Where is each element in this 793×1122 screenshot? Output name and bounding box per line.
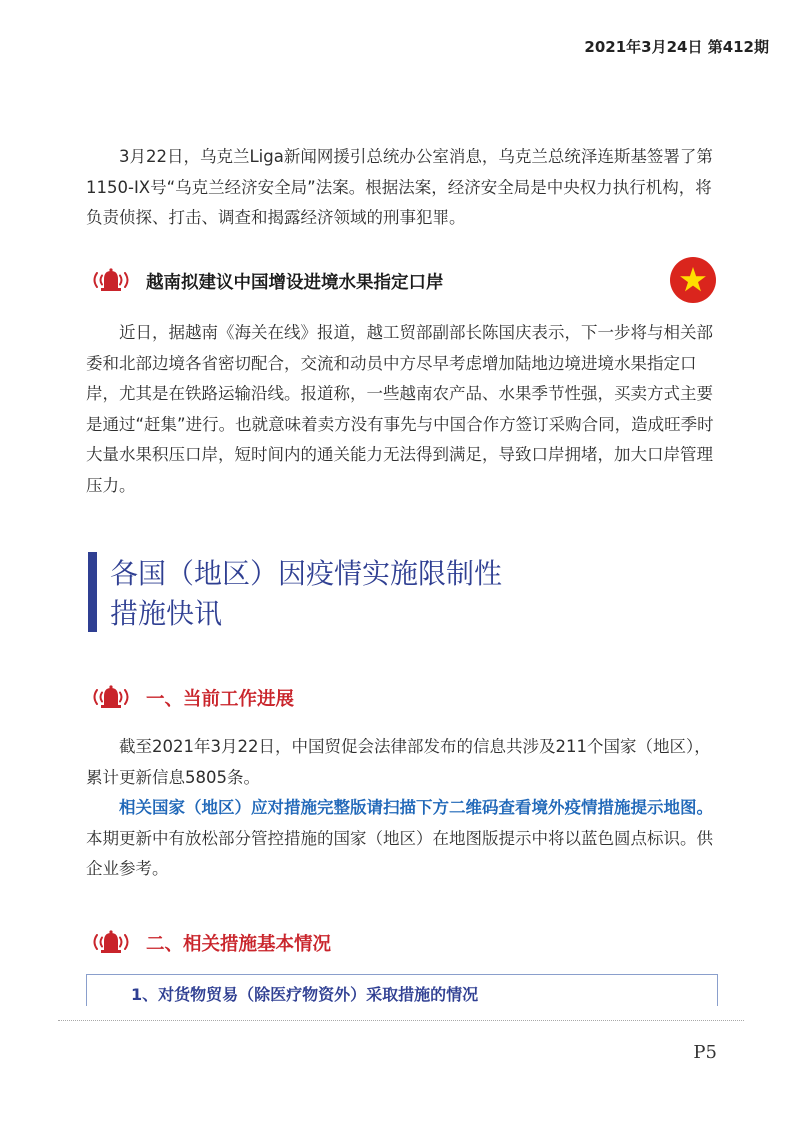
qr-map-highlight: 相关国家（地区）应对措施完整版请扫描下方二维码查看境外疫情措施提示地图。 xyxy=(119,798,713,817)
alarm-bell-icon xyxy=(88,929,134,955)
progress-note-paragraph xyxy=(86,793,716,885)
footer-divider xyxy=(58,1020,744,1021)
section-title-line2: 措施快讯 xyxy=(110,597,223,630)
progress-heading: 一、当前工作进展 xyxy=(146,689,295,710)
section-title-line1: 各国（地区）因疫情实施限制性 xyxy=(110,557,503,590)
progress-paragraph: 截至2021年3月22日，中国贸促会法律部发布的信息共涉及211个国家（地区），累计更新信息5805条。 xyxy=(86,737,711,787)
section-title xyxy=(110,554,502,634)
alarm-bell-icon xyxy=(88,684,134,710)
ukraine-paragraph: 3月22日，乌克兰Liga新闻网援引总统办公室消息，乌克兰总统泽连斯基签署了第1150-IX号“乌克兰经济安全局”法案。根据法案，经济安全局是中央权力执行机构，将负责侦探、打击、调查和揭露经济领域的刑事犯罪。 xyxy=(86,147,713,228)
vietnam-flag-icon xyxy=(670,257,716,303)
measures-heading: 二、相关措施基本情况 xyxy=(146,934,332,955)
alarm-bell-icon xyxy=(88,267,134,293)
measures-box xyxy=(86,974,718,1006)
progress-note-rest: 本期更新中有放松部分管控措施的国家（地区）在地图版提示中将以蓝色圆点标识。供企业参考。 xyxy=(86,828,713,879)
issue-date: 2021年3月24日 第412期 xyxy=(584,38,769,56)
section-title-bar xyxy=(88,552,97,632)
vietnam-heading: 越南拟建议中国增设进境水果指定口岸 xyxy=(146,273,444,293)
vietnam-paragraph: 近日，据越南《海关在线》报道，越工贸部副部长陈国庆表示，下一步将与相关部委和北部边境各省密切配合，交流和动员中方尽早考虑增加陆地边境进境水果指定口岸，尤其是在铁路运输沿线。报道称，一些越南农产品、水果季节性强，买卖方式主要是通过“赶集”进行。也就意味着卖方没有事先与中国合作方签订采购合同，造成旺季时大量水果积压口岸，短时间内的通关能力无法得到满足，导致口岸拥堵，加大口岸管理压力。 xyxy=(86,323,714,495)
measures-box-label: 1、对货物贸易（除医疗物资外）采取措施的情况 xyxy=(131,985,479,1004)
page-number: P5 xyxy=(693,1042,717,1063)
